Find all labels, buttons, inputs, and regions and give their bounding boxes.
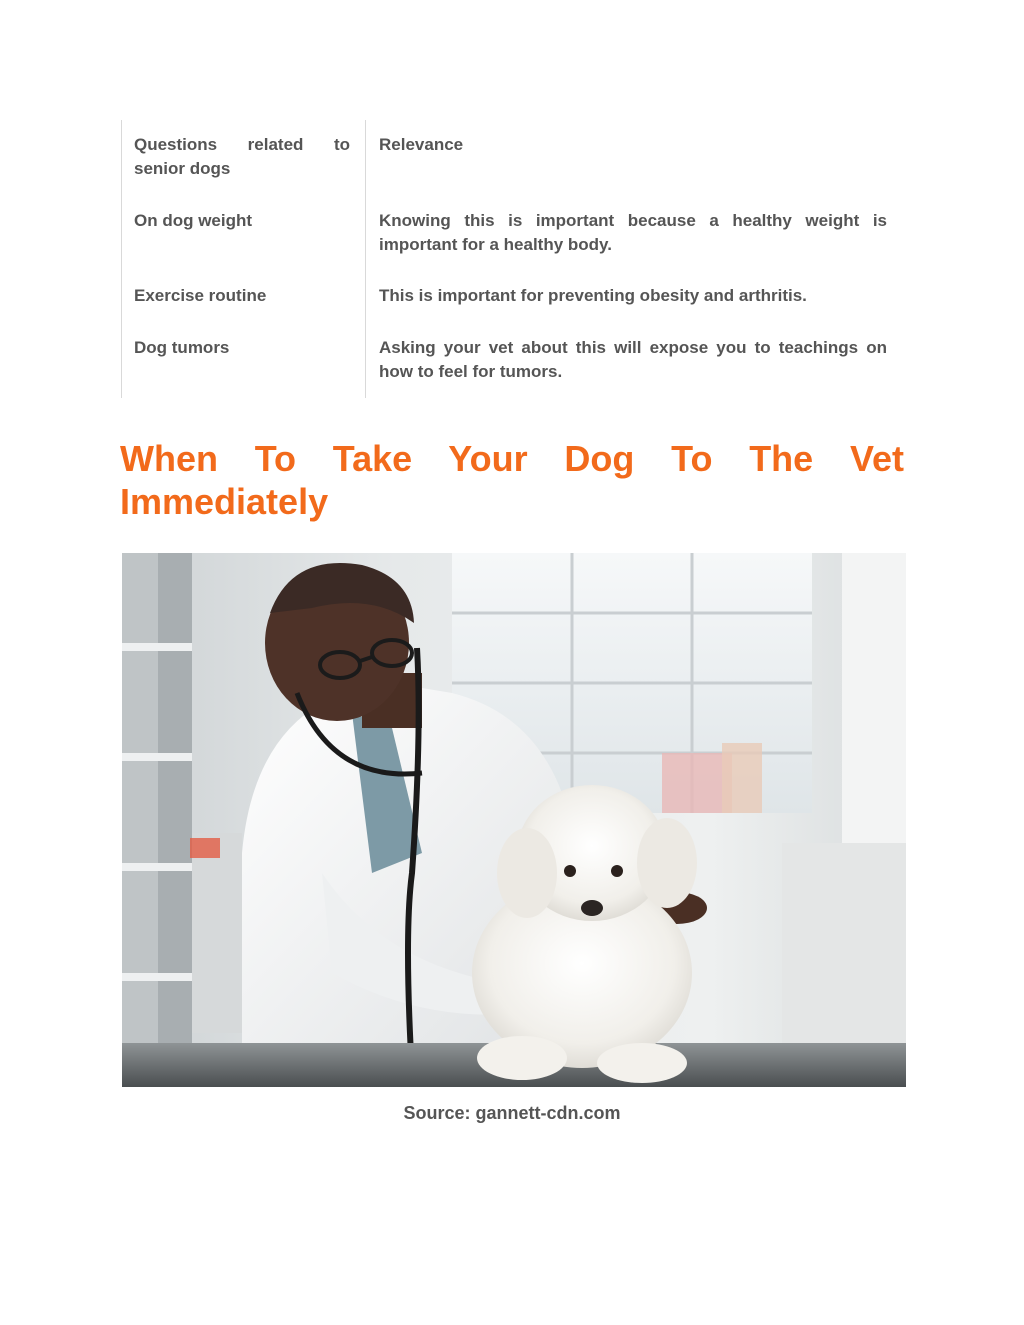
table-header-questions: Questions related to senior dogs xyxy=(134,135,350,178)
table-cell-relevance: This is important for preventing obesity and arthritis. xyxy=(379,286,807,305)
vet-with-dog-photo xyxy=(122,553,906,1087)
table-column-divider xyxy=(365,120,366,398)
table-cell-question: Exercise routine xyxy=(134,286,267,305)
senior-dog-questions-table xyxy=(121,120,904,398)
table-cell-relevance: Asking your vet about this will expose you to teachings on how to feel for tumors. xyxy=(379,338,887,381)
table-cell-question: Dog tumors xyxy=(134,338,230,357)
section-heading: When To Take Your Dog To The Vet Immediately xyxy=(120,438,904,522)
table-cell-relevance: Knowing this is important because a healthy weight is important for a healthy body. xyxy=(379,211,887,254)
table-left-border xyxy=(121,120,122,398)
photo-caption: Source: gannett-cdn.com xyxy=(403,1103,621,1123)
table-cell-question: On dog weight xyxy=(134,211,253,230)
table-header-relevance: Relevance xyxy=(379,135,464,154)
